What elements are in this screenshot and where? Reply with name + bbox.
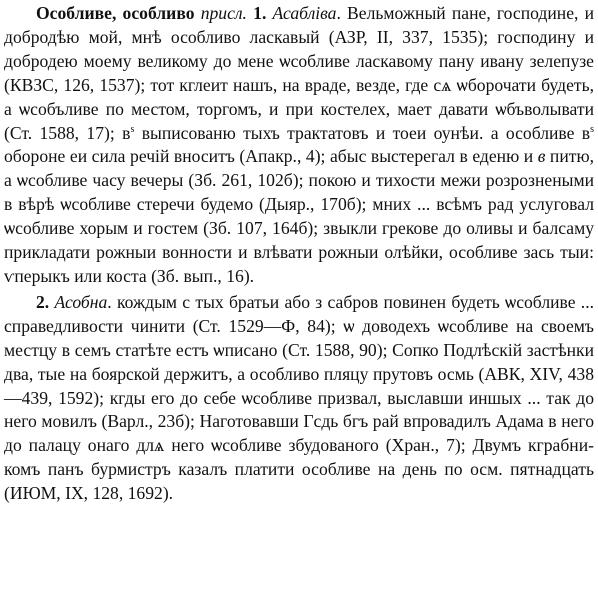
sense-2-paragraph — [4, 291, 594, 506]
headword: Особливе, особливо — [36, 3, 195, 23]
sense-1-text-d: питю, а ѡсобливе часу вечеры (Зб. 261, 102б); покою и тихости межи розрознеными в вѣрѣ ѡсобливе стеречи будемо (Дыяр., 170б); мних ... всѣмъ рад услуговал ѡсобливе хорым и гостем (Зб. 107, 164б); звыкли грекове до оливы и балсаму прикладати рожныи вонности и влѣвати рожныи олѣйки, особливе зась тыи: ѵперыкъ или коста (Зб. вып., 16). — [4, 146, 594, 286]
superscript-s: s — [130, 123, 135, 135]
sense-1-number: 1. — [253, 3, 267, 23]
dictionary-entry — [4, 2, 594, 506]
sense-2-text: . кождым с тых братьи або з сабров повинен будеть ѡсобливе ... справедливости чинити (Ст. 1529—Ф, 84); ѡ доводехъ ѡсобливе на своемъ местцу в семъ статѣте естъ ѡписано (Ст. 1588, 90); Сопко Подлѣскій застѣнки два, тые на боярской держитъ, а особливо пляцу прутовъ осмь (АВК, XIV, 438—439, 1592); кгды его до себе ѡсобливе призвал, выславши иншых ... так до него мовилъ (Варл., 23б); Наготовавши Гсдь бгъ рай впровадилъ Адама в него до палацу онаго длѧ него ѡсобливе збудованого (Хран., 7); Двумъ кграбникомъ панъ бурмистръ казалъ платити особливе на день по осм. пятнадцать (ИЮМ, IX, 128, 1692). — [4, 291, 594, 504]
sense-1-text-b: выписованю тыхъ трактатовъ и тоеи оунѣи. а особливе в — [134, 122, 591, 143]
sense-1-gloss: Асабліва — [272, 3, 337, 23]
sense-1-text-a: . Вельможный пане, господине, и добродѣю мой, мнѣ особливо ласкавый (АЗР, II, 337, 1535); господину и добродею моему великому до мене ѡсобливе ласкавому пану ивану зелепузе (КВЗС, 126, 1537); тот кглеит нашъ, на враде, везде, где сѧ ѡборочати будеть, а ѡсобъливе по местом, торгомъ, и при костелех, мает давати ѡбъволывати (Ст. 1588, 17); в — [4, 3, 595, 143]
italic-letter: в — [537, 146, 546, 167]
part-of-speech: присл. — [200, 3, 247, 23]
sense-1-text-c: обороне еи сила речій вноситъ (Апакр., 4); абыс выстерегал в еденю и — [4, 146, 538, 167]
superscript-s: s — [590, 123, 594, 135]
sense-2-number: 2. — [36, 291, 50, 312]
sense-2-gloss: Асобна — [54, 291, 108, 312]
sense-1-paragraph — [4, 2, 594, 289]
